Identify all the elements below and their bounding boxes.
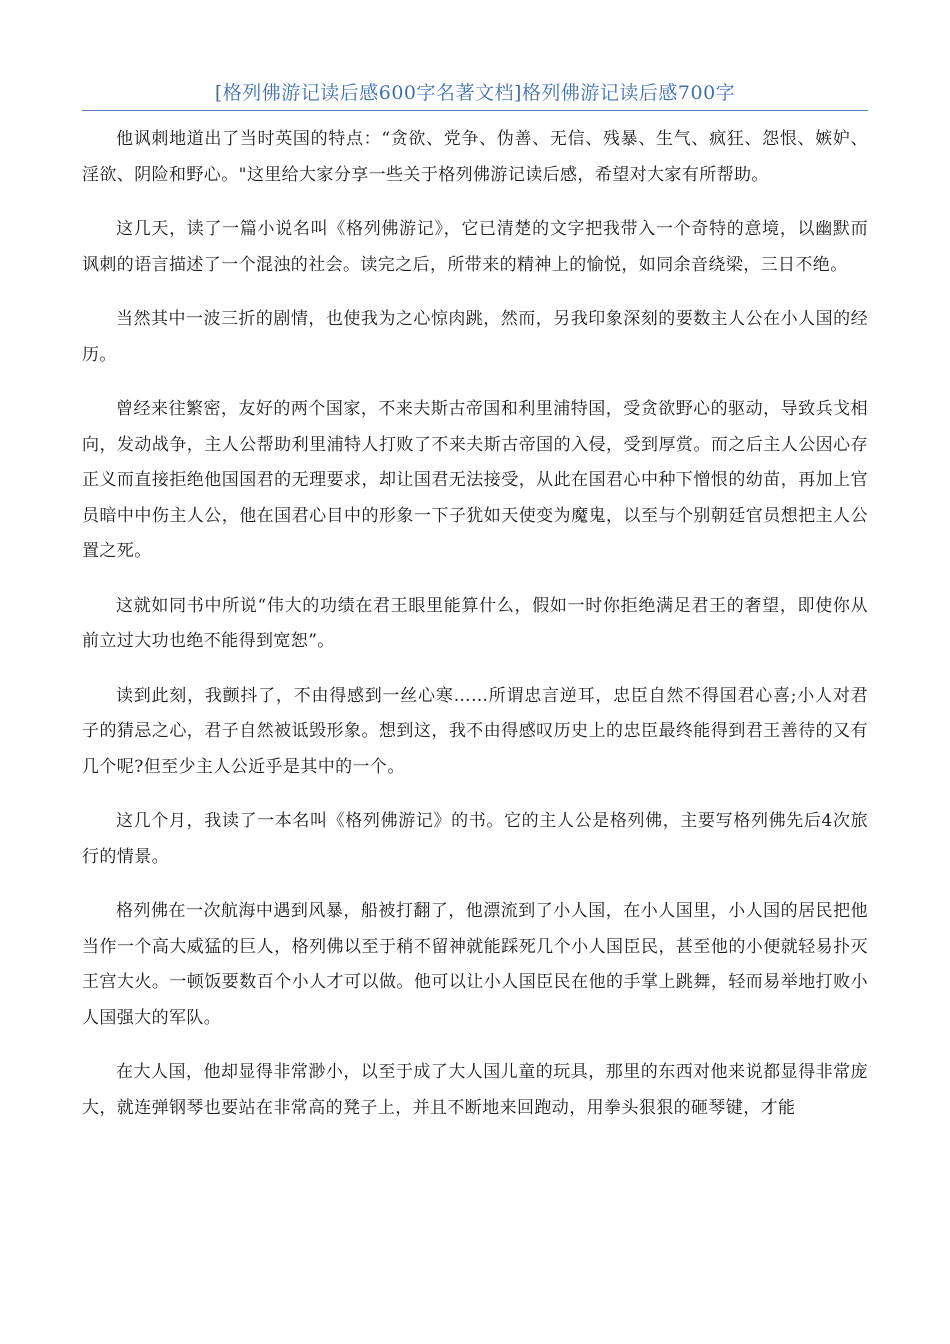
paragraph: 这几个月，我读了一本名叫《格列佛游记》的书。它的主人公是格列佛，主要写格列佛先后4次旅行的情景。 (82, 811, 868, 867)
paragraph: 他讽刺地道出了当时英国的特点：“贪欲、党争、伪善、无信、残暴、生气、疯狂、怨恨、嫉妒、淫欲、阴险和野心。"这里给大家分享一些关于格列佛游记读后感，希望对大家有所帮助。 (82, 129, 868, 185)
paragraph: 曾经来往繁密，友好的两个国家，不来夫斯古帝国和利里浦特国，受贪欲野心的驱动，导致兵戈相向，发动战争，主人公帮助利里浦特人打败了不来夫斯古帝国的入侵，受到厚赏。而之后主人公因心存正义而直接拒绝他国国君的无理要求，却让国君无法接受，从此在国君心中种下憎恨的幼苗，再加上官员暗中中伤主人公，他在国君心目中的形象一下子犹如天使变为魔鬼，以至与个别朝廷官员想把主人公置之死。 (82, 399, 868, 561)
paragraph: 这几天，读了一篇小说名叫《格列佛游记》，它已清楚的文字把我带入一个奇特的意境，以幽默而讽刺的语言描述了一个混浊的社会。读完之后，所带来的精神上的愉悦，如同余音绕梁，三日不绝。 (82, 219, 868, 275)
paragraph: 当然其中一波三折的剧情，也使我为之心惊肉跳，然而，另我印象深刻的要数主人公在小人国的经历。 (82, 309, 868, 365)
paragraph: 这就如同书中所说“伟大的功绩在君王眼里能算什么，假如一时你拒绝满足君王的奢望，即使你从前立过大功也绝不能得到宽恕”。 (82, 595, 868, 651)
document-body (82, 122, 868, 1145)
paragraph: 读到此刻，我颤抖了，不由得感到一丝心寒……所谓忠言逆耳，忠臣自然不得国君心喜;小人对君子的猜忌之心，君子自然被诋毁形象。想到这，我不由得感叹历史上的忠臣最终能得到君王善待的又有几个呢?但至少主人公近乎是其中的一个。 (82, 685, 868, 777)
paragraph: 格列佛在一次航海中遇到风暴，船被打翻了，他漂流到了小人国，在小人国里，小人国的居民把他当作一个高大威猛的巨人，格列佛以至于稍不留神就能踩死几个小人国臣民，甚至他的小便就轻易扑灭王宫大火。一顿饭要数百个小人才可以做。他可以让小人国臣民在他的手掌上跳舞，轻而易举地打败小人国强大的军队。 (82, 901, 868, 1028)
page-header (82, 78, 868, 111)
header-title: [格列佛游记读后感600字名著文档]格列佛游记读后感700字 (214, 82, 736, 104)
paragraph: 在大人国，他却显得非常渺小，以至于成了大人国儿童的玩具，那里的东西对他来说都显得非常庞大，就连弹钢琴也要站在非常高的凳子上，并且不断地来回跑动，用拳头狠狠的砸琴键，才能 (82, 1062, 868, 1118)
